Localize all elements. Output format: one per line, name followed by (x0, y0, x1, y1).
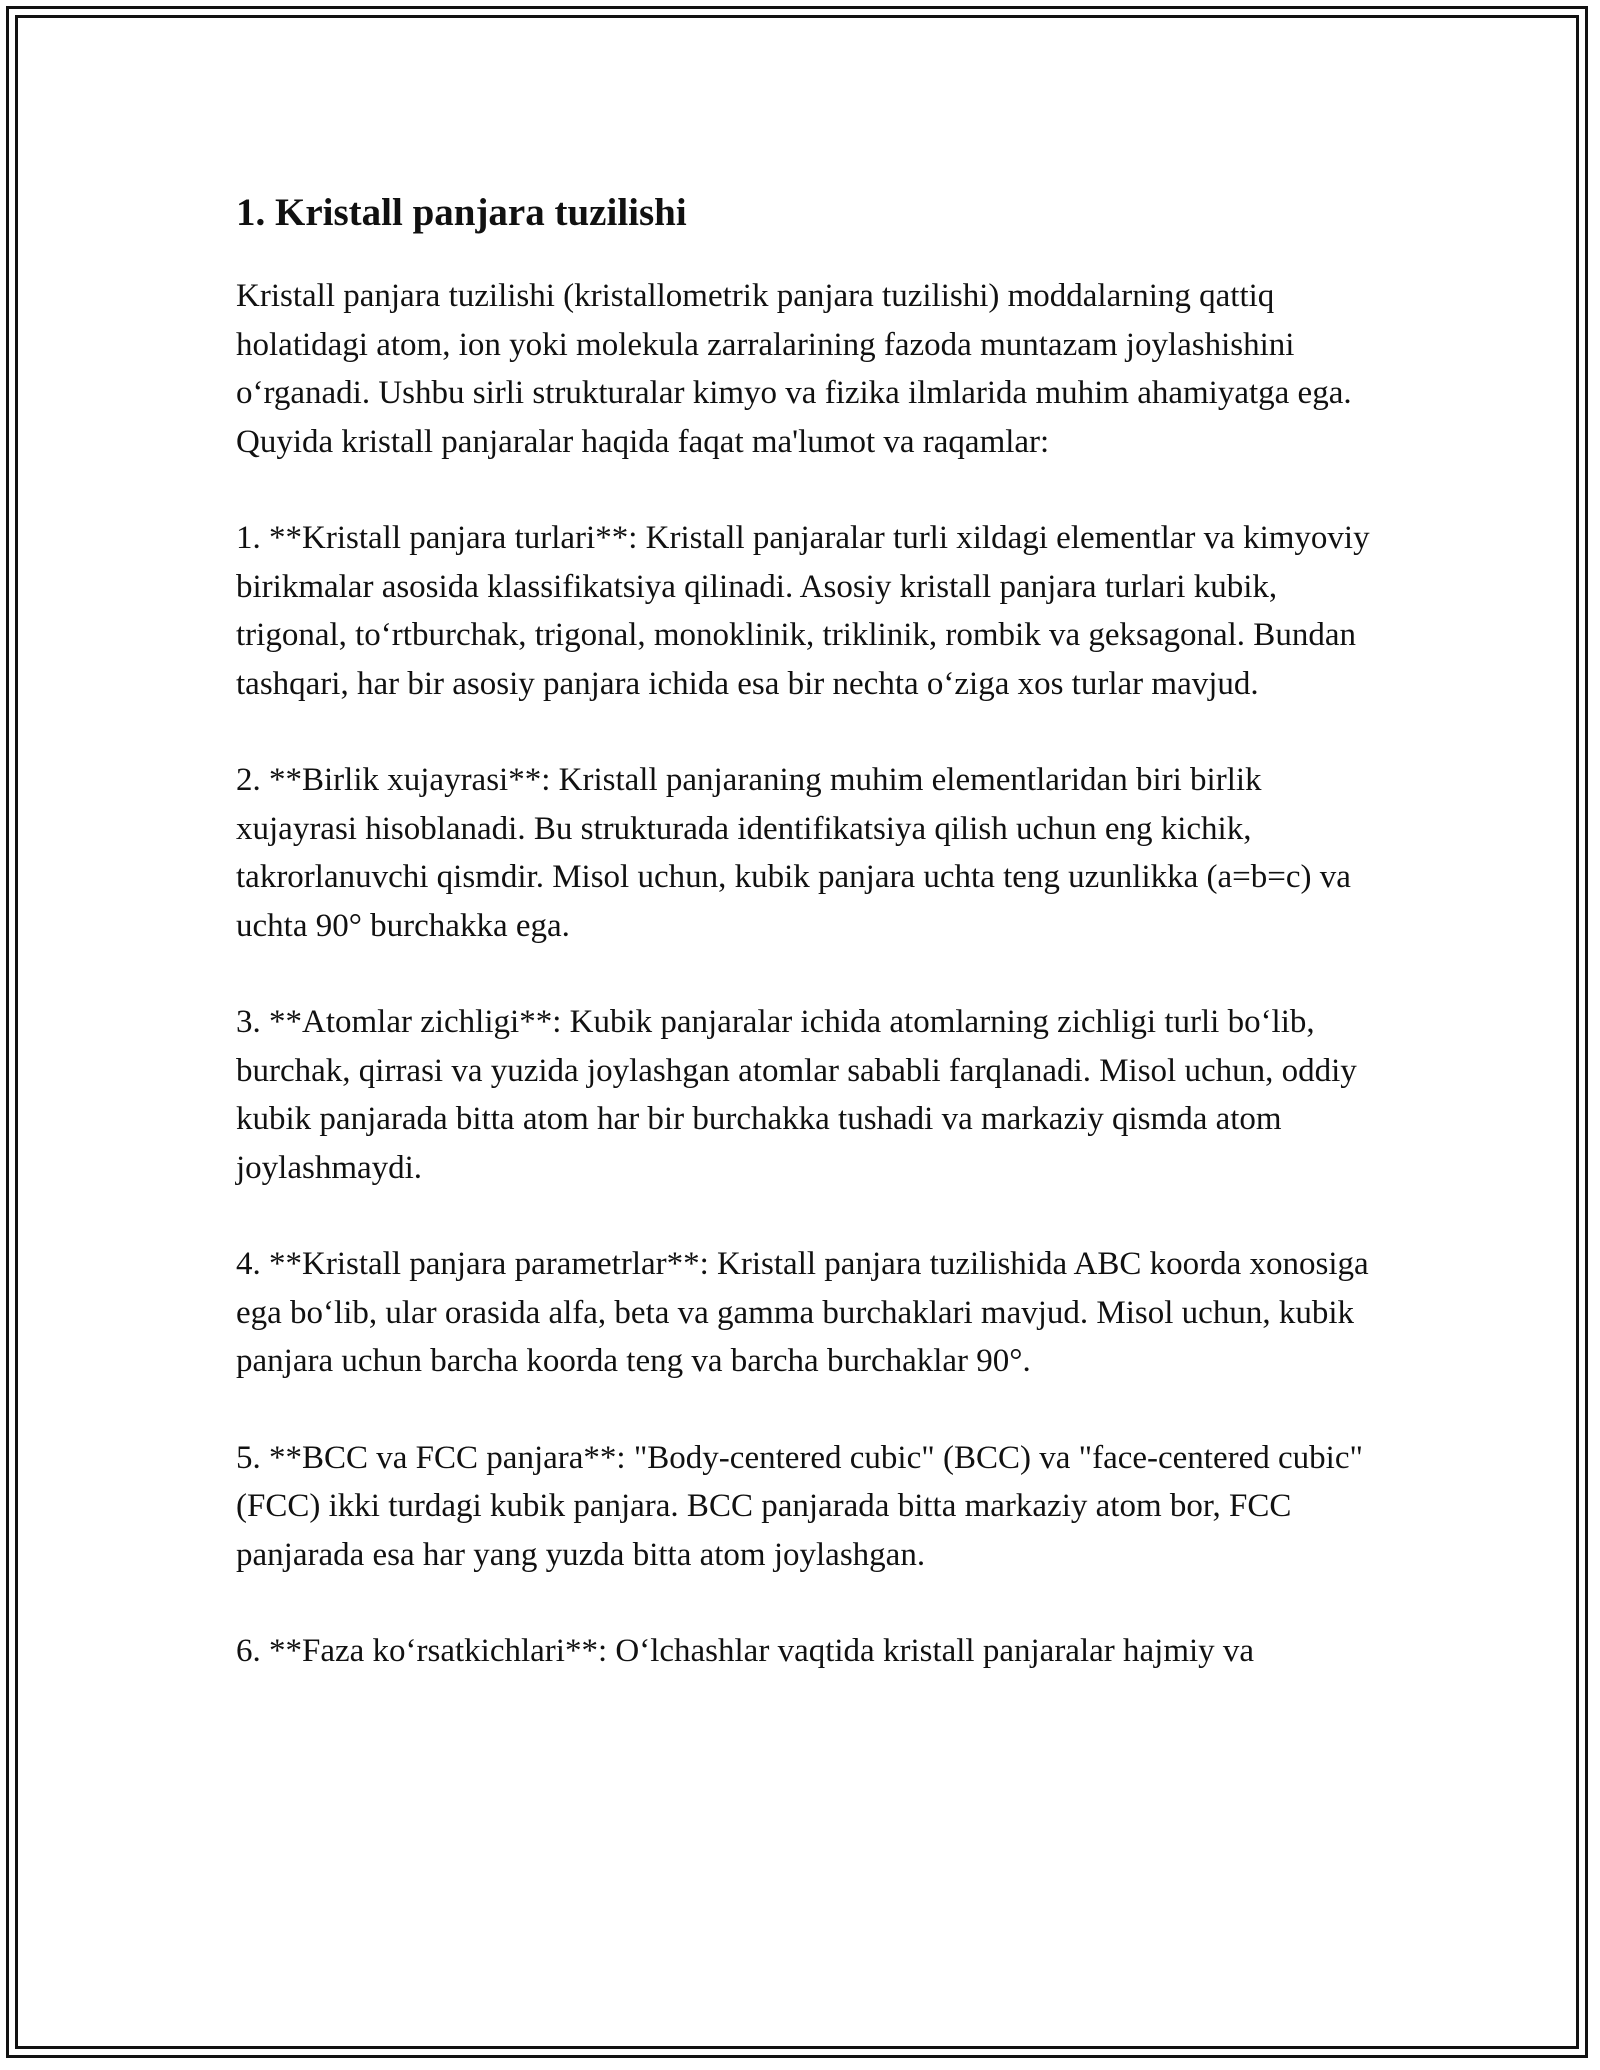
paragraph-bcc-fcc: 5. **BCC va FCC panjara**: "Body-centered cubic" (BCC) va "face-centered cubic" (FCC) ikki turdagi kubik panjara. BCC panjarada bitta markaziy atom bor, FCC panjarada esa har yang yuzda bitta atom joylashgan. (236, 1439, 1363, 1573)
intro-paragraph: Kristall panjara tuzilishi (kristallometrik panjara tuzilishi) moddalarning qattiq holatidagi atom, ion yoki molekula zarralarining fazoda muntazam joylashishini o‘rganadi. Ushbu sirli strukturalar kimyo va fizika ilmlarida muhim ahamiyatga ega. Quyida kristall panjaralar haqida faqat ma'lumot va raqamlar: (236, 278, 1352, 460)
section-heading: 1. Kristall panjara tuzilishi (236, 191, 687, 234)
document-body (236, 188, 1376, 1724)
paragraph-phase-indicators: 6. **Faza ko‘rsatkichlari**: O‘lchashlar vaqtida kristall panjaralar hajmiy va (236, 1633, 1255, 1669)
paragraph-lattice-types: 1. **Kristall panjara turlari**: Kristall panjaralar turli xildagi elementlar va kimyoviy birikmalar asosida klassifikatsiya qilinadi. Asosiy kristall panjara turlari kubik, trigonal, to‘rtburchak, trigonal, monoklinik, triklinik, rombik va geksagonal. Bundan tashqari, har bir asosiy panjara ichida esa bir nechta o‘ziga xos turlar mavjud. (236, 520, 1370, 702)
paragraph-unit-cell: 2. **Birlik xujayrasi**: Kristall panjaraning muhim elementlaridan biri birlik xujayrasi hisoblanadi. Bu strukturada identifikatsiya qilish uchun eng kichik, takrorlanuvchi qismdir. Misol uchun, kubik panjara uchta teng uzunlikka (a=b=c) va uchta 90° burchakka ega. (236, 762, 1351, 944)
paragraph-atom-density: 3. **Atomlar zichligi**: Kubik panjaralar ichida atomlarning zichligi turli bo‘lib, burchak, qirrasi va yuzida joylashgan atomlar sababli farqlanadi. Misol uchun, oddiy kubik panjarada bitta atom har bir burchakka tushadi va markaziy qismda atom joylashmaydi. (236, 1004, 1357, 1186)
paragraph-lattice-parameters: 4. **Kristall panjara parametrlar**: Kristall panjara tuzilishida ABC koorda xonosiga ega bo‘lib, ular orasida alfa, beta va gamma burchaklari mavjud. Misol uchun, kubik panjara uchun barcha koorda teng va barcha burchaklar 90°. (236, 1246, 1369, 1379)
